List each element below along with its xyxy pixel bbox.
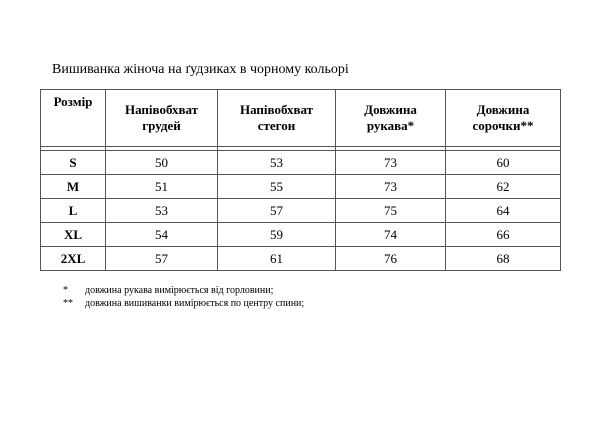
sleeve-cell: 75	[336, 199, 446, 223]
document-title: Вишиванка жіноча на ґудзиках в чорному кольорі	[52, 62, 349, 77]
bust-cell: 50	[106, 151, 218, 175]
footnote-marker: *	[63, 285, 68, 296]
sleeve-cell: 73	[336, 175, 446, 199]
table-row	[41, 247, 561, 271]
header-hips: Напівобхват стегон	[218, 90, 336, 147]
bust-cell: 54	[106, 223, 218, 247]
footnote-text: довжина рукава вимірюється від горловини;	[85, 285, 274, 296]
hips-cell: 57	[218, 199, 336, 223]
footnote-text: довжина вишиванки вимірюється по центру спини;	[85, 298, 305, 309]
footnote-marker: **	[63, 298, 73, 309]
table-header-row	[41, 90, 561, 147]
bust-cell: 57	[106, 247, 218, 271]
length-cell: 64	[446, 199, 561, 223]
sleeve-cell: 73	[336, 151, 446, 175]
size-cell: L	[41, 199, 106, 223]
table-row	[41, 223, 561, 247]
table-row	[41, 175, 561, 199]
sleeve-cell: 76	[336, 247, 446, 271]
sleeve-cell: 74	[336, 223, 446, 247]
footnotes	[63, 284, 304, 310]
size-cell: S	[41, 151, 106, 175]
length-cell: 66	[446, 223, 561, 247]
hips-cell: 61	[218, 247, 336, 271]
size-chart-table	[40, 89, 561, 271]
size-cell: XL	[41, 223, 106, 247]
table-row	[41, 199, 561, 223]
length-cell: 60	[446, 151, 561, 175]
header-sleeve-length: Довжина рукава*	[336, 90, 446, 147]
table-row	[41, 151, 561, 175]
bust-cell: 53	[106, 199, 218, 223]
header-shirt-length: Довжина сорочки**	[446, 90, 561, 147]
hips-cell: 59	[218, 223, 336, 247]
footnote-length	[63, 297, 304, 310]
header-bust: Напівобхват грудей	[106, 90, 218, 147]
size-cell: M	[41, 175, 106, 199]
length-cell: 62	[446, 175, 561, 199]
length-cell: 68	[446, 247, 561, 271]
header-size: Розмір	[41, 90, 106, 147]
size-cell: 2XL	[41, 247, 106, 271]
footnote-sleeve	[63, 284, 304, 297]
hips-cell: 55	[218, 175, 336, 199]
hips-cell: 53	[218, 151, 336, 175]
bust-cell: 51	[106, 175, 218, 199]
